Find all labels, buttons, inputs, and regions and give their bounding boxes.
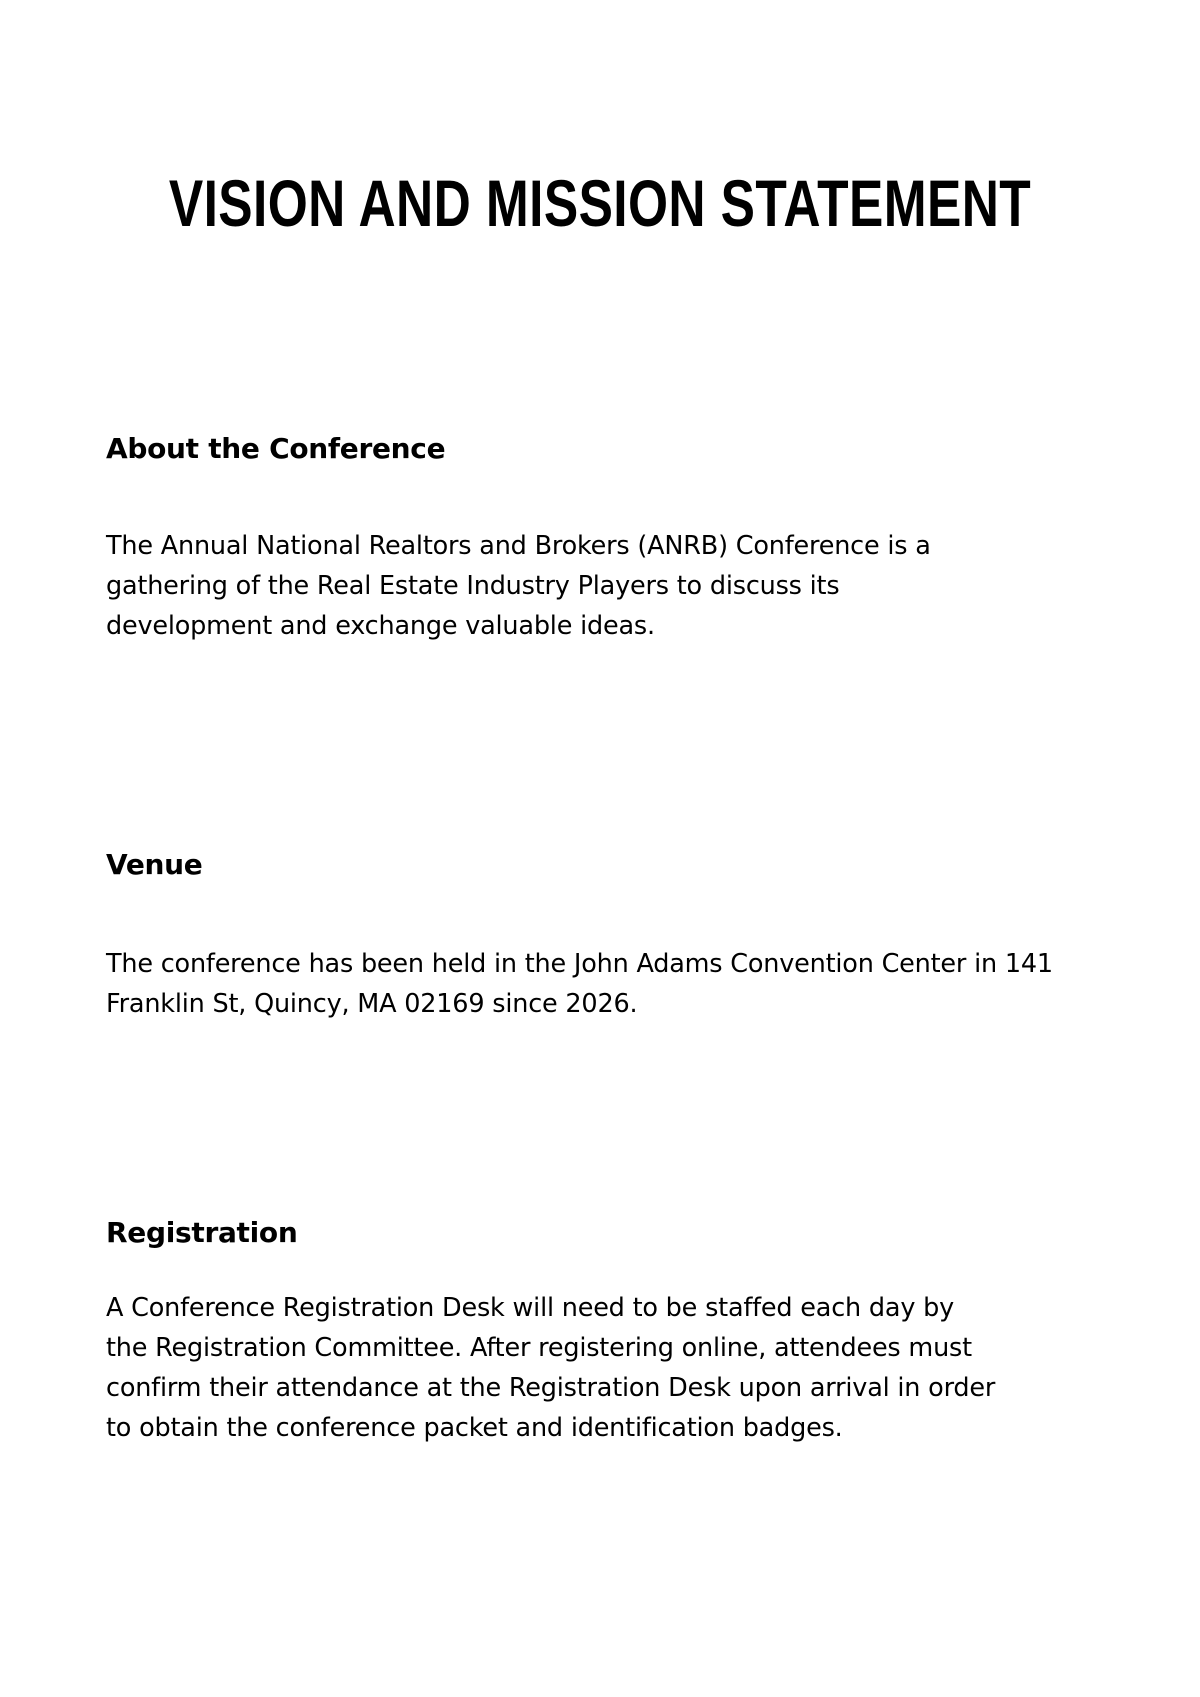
paragraph-line: The conference has been held in the John Adams Convention Center in 141	[106, 949, 1053, 979]
paragraph-line: gathering of the Real Estate Industry Players to discuss its	[106, 571, 840, 601]
paragraph-line: to obtain the conference packet and identification badges.	[106, 1413, 843, 1443]
section-heading-registration: Registration	[106, 1216, 298, 1249]
page-title: VISION AND MISSION STATEMENT	[168, 166, 1032, 240]
paragraph-line: A Conference Registration Desk will need to be staffed each day by	[106, 1293, 954, 1323]
paragraph-line: confirm their attendance at the Registration Desk upon arrival in order	[106, 1373, 996, 1403]
section-paragraph-registration	[106, 1288, 995, 1448]
section-paragraph-venue	[106, 944, 1053, 1024]
section-paragraph-about	[106, 526, 931, 646]
section-heading-venue: Venue	[106, 848, 203, 881]
paragraph-line: The Annual National Realtors and Brokers (ANRB) Conference is a	[106, 531, 931, 561]
paragraph-line: the Registration Committee. After registering online, attendees must	[106, 1333, 972, 1363]
paragraph-line: Franklin St, Quincy, MA 02169 since 2026.	[106, 989, 638, 1019]
section-heading-about: About the Conference	[106, 432, 446, 465]
paragraph-line: development and exchange valuable ideas.	[106, 611, 655, 641]
